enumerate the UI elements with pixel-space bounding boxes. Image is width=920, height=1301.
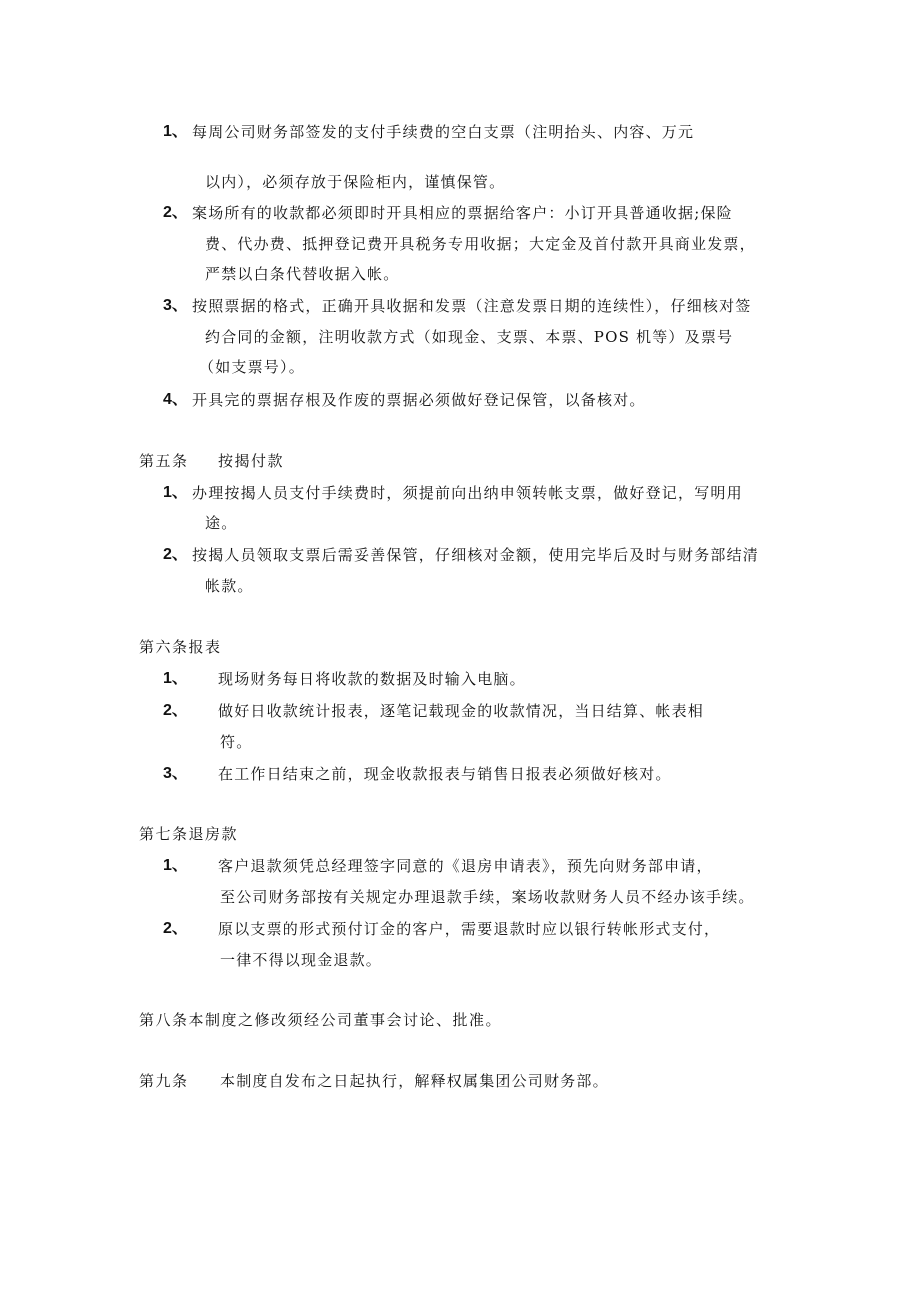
- list-item-text: 约合同的金额，注明收款方式（如现金、支票、本票、POS 机等）及票号: [205, 328, 734, 346]
- item-number: 3、: [163, 297, 188, 314]
- list-item-text: 费、代办费、抵押登记费开具税务专用收据；大定金及首付款开具商业发票，: [205, 235, 756, 253]
- list-item-text: 客户退款须凭总经理签字同意的《退房申请表》，预先向财务部申请，: [218, 857, 713, 875]
- item-number: 2、: [163, 204, 188, 221]
- article-heading: 第七条退房款: [139, 825, 239, 843]
- article-heading: 第八条本制度之修改须经公司董事会讨论、批准。: [139, 1011, 503, 1029]
- list-item-text: 一律不得以现金退款。: [220, 951, 383, 969]
- list-item-text: 以内），必须存放于保险柜内，谨慎保管。: [205, 173, 506, 191]
- list-item-text: 开具完的票据存根及作废的票据必须做好登记保管，以备核对。: [192, 391, 646, 409]
- item-number: 4、: [163, 391, 188, 408]
- article-heading: 第九条: [139, 1072, 189, 1090]
- item-number: 1、: [163, 670, 188, 687]
- article-text: 本制度自发布之日起执行，解释权属集团公司财务部。: [220, 1072, 609, 1090]
- item-number: 2、: [163, 920, 188, 937]
- item-number: 1、: [163, 484, 188, 501]
- list-item-text: （如支票号）。: [199, 358, 305, 376]
- list-item-text: 帐款。: [205, 577, 254, 595]
- item-number: 2、: [163, 546, 188, 563]
- item-number: 2、: [163, 702, 188, 719]
- list-item-text: 原以支票的形式预付订金的客户，需要退款时应以银行转帐形式支付，: [218, 920, 721, 938]
- article-heading: 第六条报表: [139, 638, 222, 656]
- list-item-text: 符。: [220, 733, 253, 751]
- item-number: 3、: [163, 765, 188, 782]
- list-item-text: 办理按揭人员支付手续费时，须提前向出纳申领转帐支票，做好登记，写明用: [192, 484, 743, 502]
- article-title: 按揭付款: [218, 452, 285, 470]
- list-item-text: 做好日收款统计报表，逐笔记载现金的收款情况，当日结算、帐表相: [218, 702, 705, 720]
- list-item-text: 严禁以白条代替收据入帐。: [205, 265, 400, 283]
- list-item-text: 案场所有的收款都必须即时开具相应的票据给客户：小订开具普通收据;保险: [192, 204, 733, 222]
- item-number: 1、: [163, 857, 188, 874]
- list-item-text: 按照票据的格式，正确开具收据和发票（注意发票日期的连续性），仔细核对签: [192, 297, 752, 315]
- list-item-text: 途。: [205, 514, 238, 532]
- list-item-text: 至公司财务部按有关规定办理退款手续，案场收款财务人员不经办该手续。: [220, 888, 755, 906]
- item-number: 1、: [163, 123, 188, 140]
- list-item-text: 按揭人员领取支票后需妥善保管，仔细核对金额，使用完毕后及时与财务部结清: [192, 546, 760, 564]
- list-item-text: 每周公司财务部签发的支付手续费的空白支票（注明抬头、内容、万元: [192, 123, 695, 141]
- article-heading: 第五条: [139, 452, 189, 470]
- list-item-text: 现场财务每日将收款的数据及时输入电脑。: [218, 670, 526, 688]
- list-item-text: 在工作日结束之前，现金收款报表与销售日报表必须做好核对。: [218, 765, 672, 783]
